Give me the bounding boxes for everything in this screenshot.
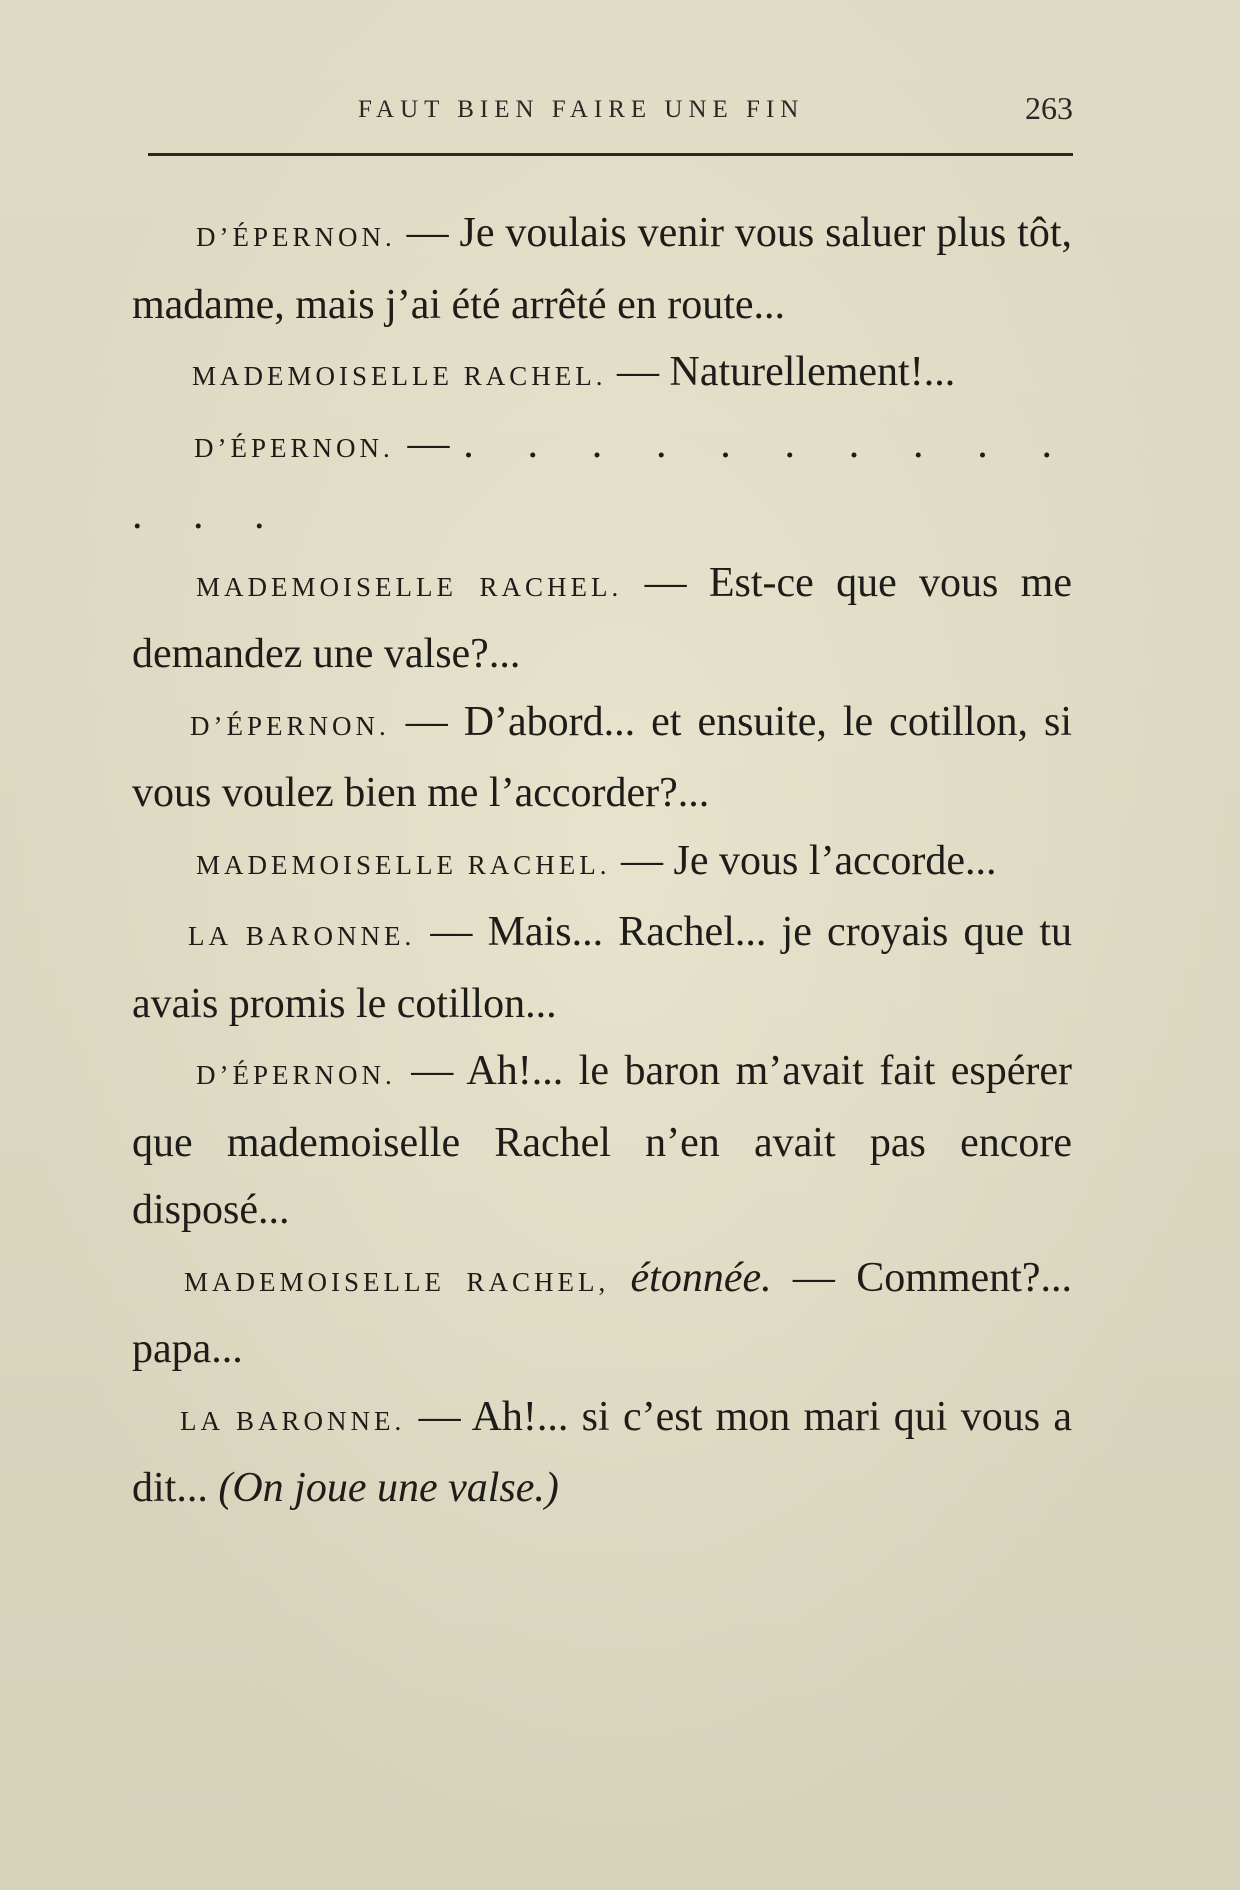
em-dash: — [610,837,674,884]
dialogue-text: Je vous l’accorde... [673,837,997,884]
dialogue-paragraph [132,899,1072,1038]
speaker-name: LA BARONNE. [188,921,416,951]
em-dash: — [606,349,670,395]
dialogue-paragraph [132,1038,1072,1245]
speaker-name: MADEMOISELLE RACHEL, [184,1266,610,1297]
running-head [148,90,1073,130]
page-number: 263 [1025,90,1073,126]
dialogue-text: Naturellement!... [669,349,956,395]
dialogue-paragraph [132,411,1072,550]
dialogue-paragraph [132,1384,1072,1523]
em-dash: — [395,1048,467,1094]
speaker-name: LA BARONNE. [180,1405,406,1436]
em-dash: — [622,559,709,606]
dialogue-paragraph [132,200,1072,339]
stage-direction: étonnée. [609,1254,772,1301]
speaker-name: D’ÉPERNON. [190,710,390,741]
speaker-name: MADEMOISELLE RACHEL. [192,361,607,391]
header-rule [148,153,1073,156]
ellipsis-dots: . . . . . . . . . . . . . [132,420,1072,538]
dialogue-body [132,200,1072,1523]
em-dash: — [389,698,464,745]
speaker-name: D’ÉPERNON. [194,432,394,463]
dialogue-text: Est-ce que vous me demandez une valse?... [132,559,1072,677]
dialogue-text: D’abord... et ensuite, le cotillon, si vous voulez bien me l’accorder?... [132,698,1072,816]
dialogue-paragraph [132,339,1072,411]
dialogue-text: Ah!... le baron m’avait fait espérer que mademoiselle Rachel n’en avait pas encore disposé... [132,1048,1072,1233]
em-dash: — [393,420,464,467]
speaker-name: D’ÉPERNON. [196,1060,396,1090]
dialogue-paragraph [132,550,1072,689]
running-title: FAUT BIEN FAIRE UNE FIN [358,96,805,123]
speaker-name: D’ÉPERNON. [196,222,396,252]
dialogue-text: Comment?... papa... [132,1254,1073,1372]
dialogue-paragraph [132,828,1072,900]
speaker-name: MADEMOISELLE RACHEL. [196,571,623,602]
dialogue-text: Je voulais venir vous saluer plus tôt, madame, mais j’ai été arrêté en route... [132,210,1073,328]
em-dash: — [771,1254,857,1301]
em-dash: — [415,909,488,955]
speaker-name: MADEMOISELLE RACHEL. [196,849,611,880]
em-dash: — [395,210,460,256]
stage-direction: (On joue une valse.) [207,1465,559,1511]
dialogue-paragraph [132,1245,1072,1384]
dialogue-paragraph [132,689,1072,828]
em-dash: — [405,1393,472,1440]
dialogue-text: Ah!... si c’est mon mari qui vous a dit... [132,1393,1072,1511]
dialogue-text: Mais... Rachel... je croyais que tu avais promis le cotillon... [132,909,1073,1027]
